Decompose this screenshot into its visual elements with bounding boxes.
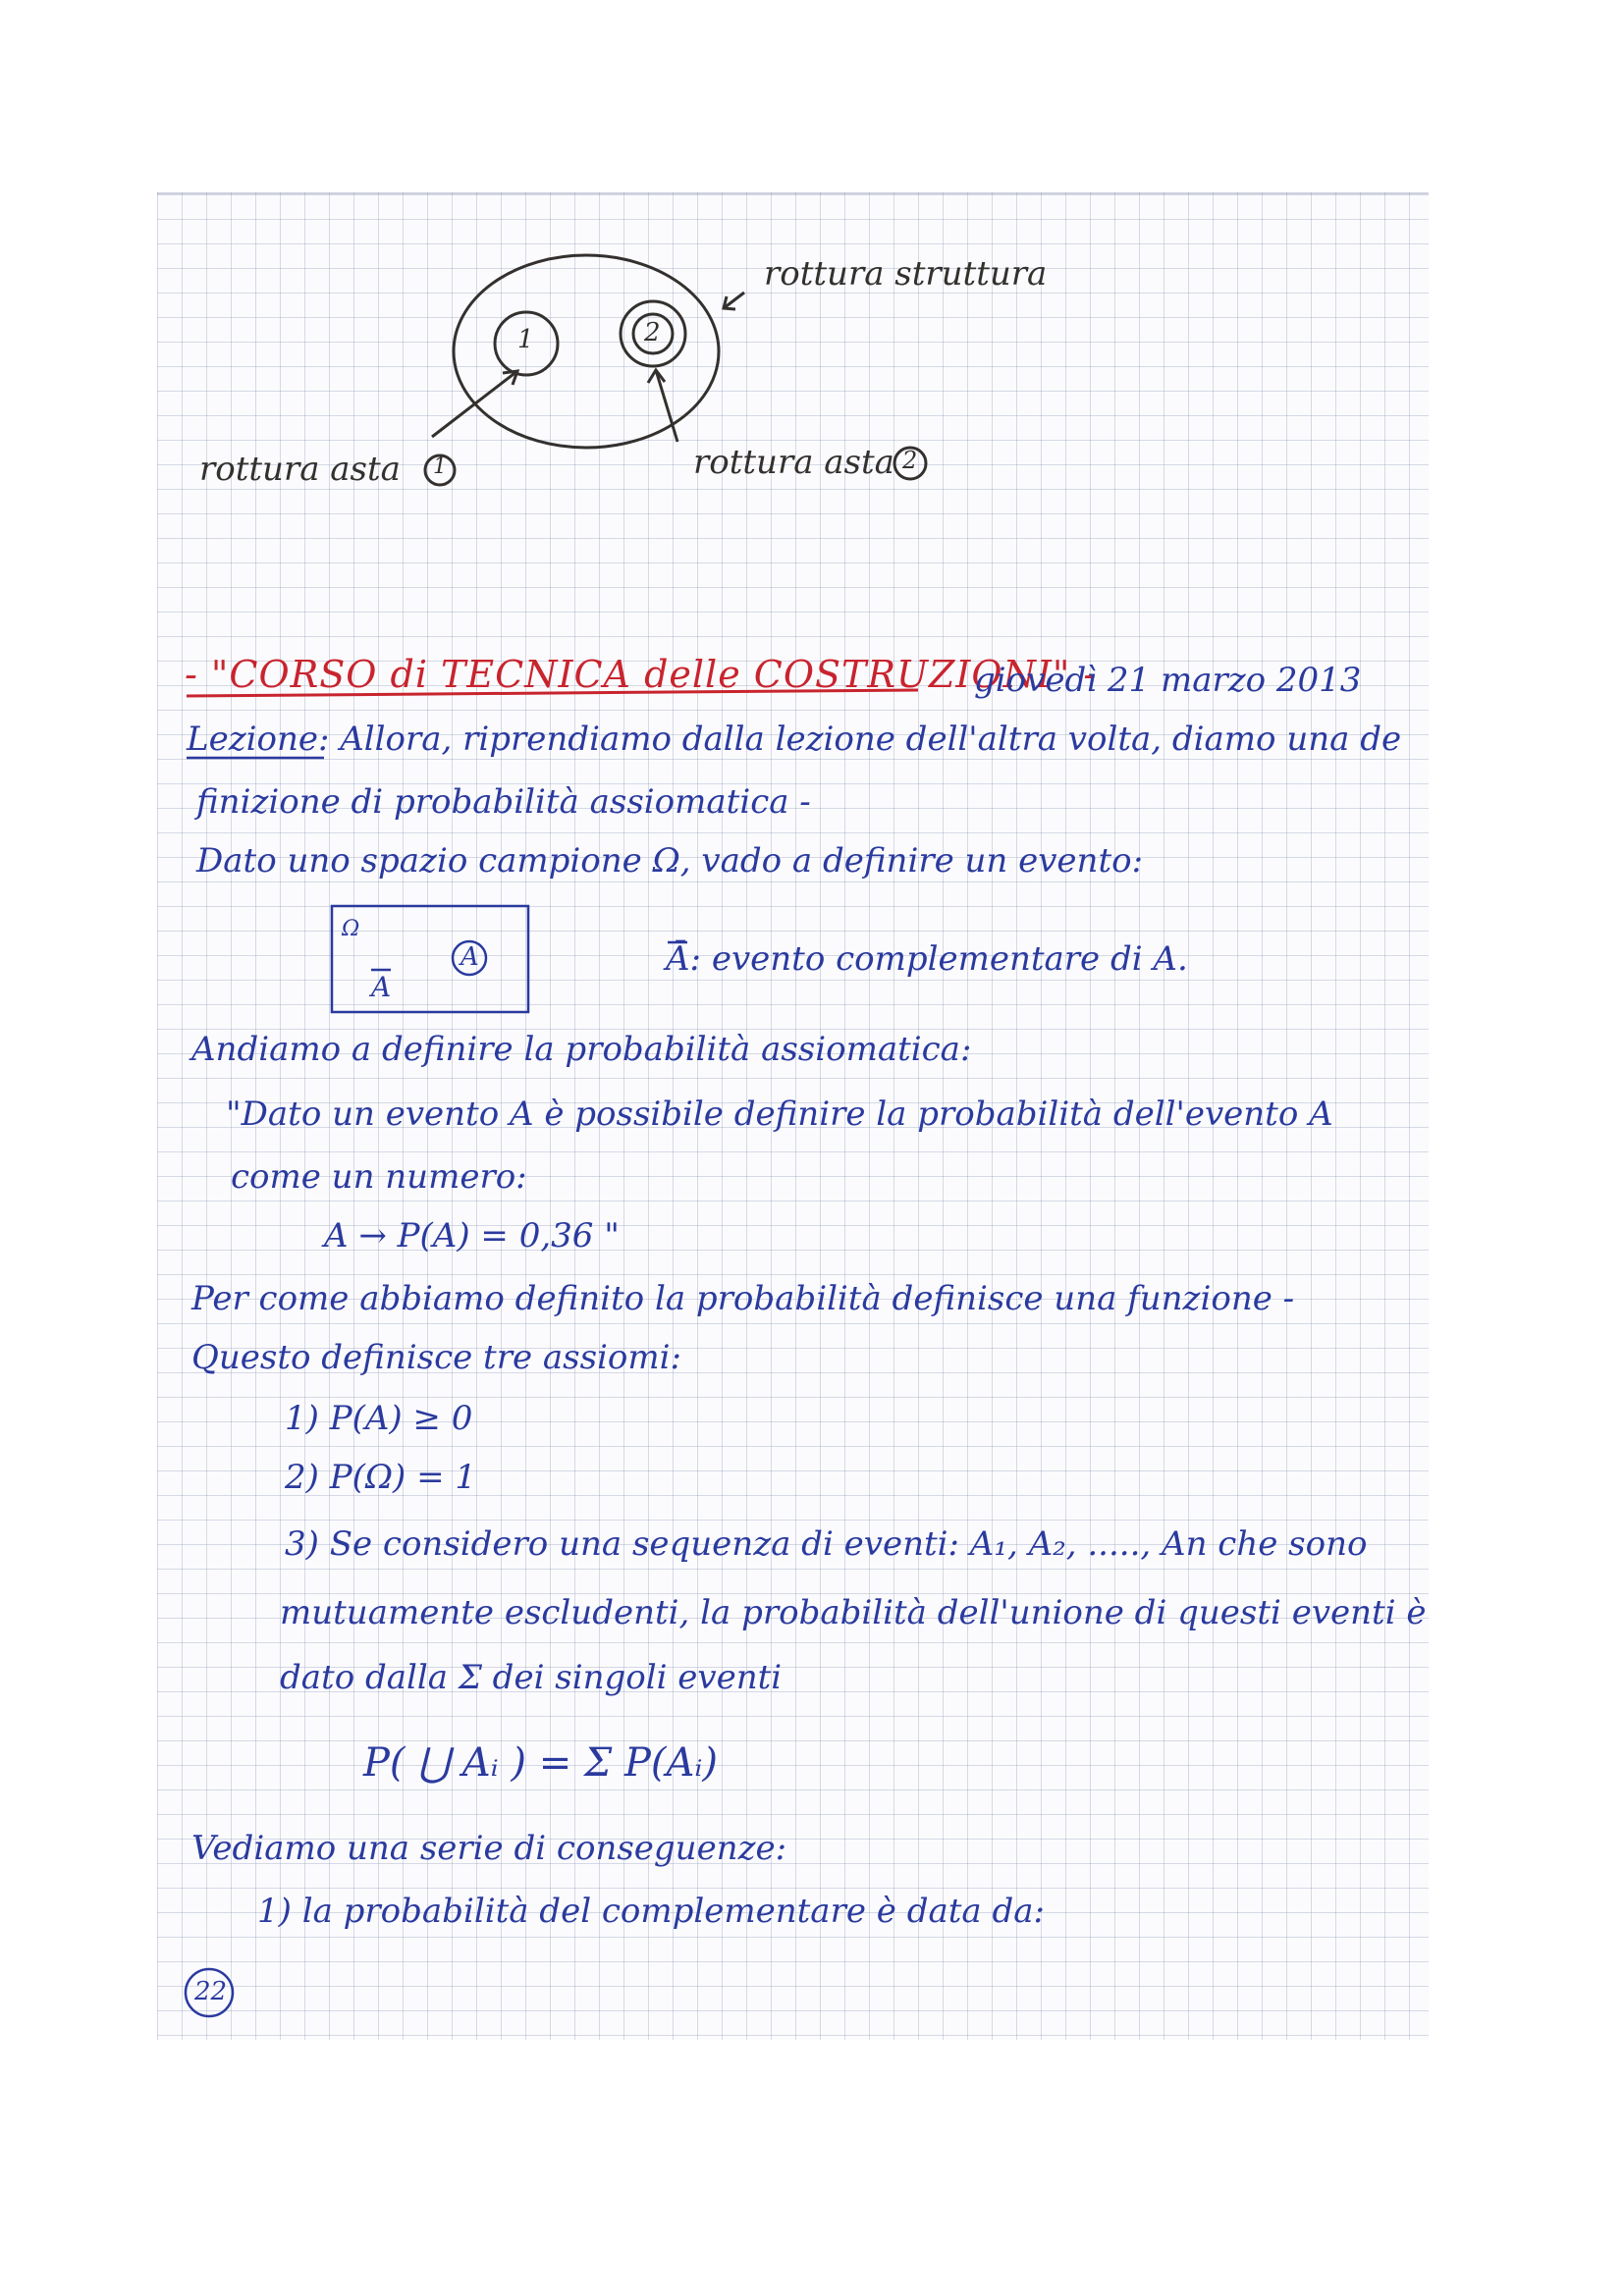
axiom-3-line-c: dato dalla Σ dei singoli eventi bbox=[280, 1658, 783, 1697]
diagram-node-1: 1 bbox=[517, 325, 534, 354]
venn-a-label: A bbox=[460, 942, 479, 972]
text-line-6: come un numero: bbox=[231, 1157, 527, 1197]
page-number: 22 bbox=[194, 1977, 228, 2006]
text-line-11: 1) la probabilità del complementare è data da: bbox=[257, 1892, 1045, 1931]
text-line-7: A → P(A) = 0,36 " bbox=[324, 1216, 620, 1255]
text-line-3: Dato uno spazio campione Ω, vado a definire un evento: bbox=[196, 841, 1144, 881]
label-asta-1-number: 1 bbox=[433, 454, 447, 479]
lecture-date: giovedì 21 marzo 2013 bbox=[974, 661, 1362, 700]
label-asta-2-number: 2 bbox=[902, 447, 918, 474]
text-line-4: Andiamo a definire la probabilità assiomatica: bbox=[191, 1030, 972, 1069]
text-line-9: Questo definisce tre assiomi: bbox=[191, 1338, 681, 1377]
course-title: - "CORSO di TECNICA delle COSTRUZIONI" - bbox=[185, 653, 1098, 696]
venn-omega-label: Ω bbox=[342, 917, 360, 941]
axiom-1: 1) P(A) ≥ 0 bbox=[285, 1399, 473, 1438]
text-line-1: Lezione: Allora, riprendiamo dalla lezione dell'altra volta, diamo una de bbox=[187, 720, 1402, 759]
axiom-3-line-b: mutuamente escludenti, la probabilità dell'unione di questi eventi è bbox=[280, 1593, 1427, 1632]
complement-note: Ā: evento complementare di A. bbox=[666, 939, 1188, 979]
label-rottura-asta-1: rottura asta bbox=[199, 450, 401, 489]
label-rottura-asta-2: rottura asta bbox=[693, 443, 894, 482]
venn-abar-label: A bbox=[371, 971, 392, 1003]
axiom-2: 2) P(Ω) = 1 bbox=[285, 1458, 477, 1497]
venn-box bbox=[332, 906, 528, 1012]
text-line-8: Per come abbiamo definito la probabilità definisce una funzione - bbox=[191, 1279, 1295, 1318]
axiom-3-line-a: 3) Se considero una sequenza di eventi: A₁, A₂, ....., An che sono bbox=[285, 1524, 1368, 1564]
text-line-2: finizione di probabilità assiomatica - bbox=[196, 782, 811, 822]
text-line-10: Vediamo una serie di conseguenze: bbox=[191, 1829, 787, 1868]
text-line-5: "Dato un evento A è possibile definire la probabilità dell'evento A bbox=[226, 1095, 1333, 1134]
union-sum-formula: P( ⋃ Aᵢ ) = Σ P(Aᵢ) bbox=[363, 1740, 719, 1786]
label-rottura-struttura: rottura struttura bbox=[764, 254, 1048, 294]
diagram-node-2: 2 bbox=[644, 318, 661, 347]
